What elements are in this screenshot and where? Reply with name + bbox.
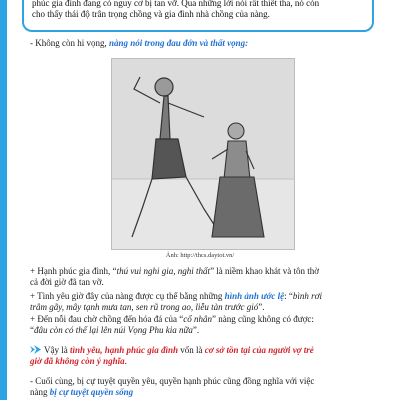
para-conclusion-line-2: giờ đã không còn ý nghĩa.: [30, 356, 127, 366]
info-box-line-2: cho thấy thái độ trân trọng chồng và gia đình nhà chồng của nàng.: [32, 9, 270, 19]
info-box: [22, 0, 374, 32]
blue-arrow-bullet-icon: [30, 345, 41, 354]
illustration-figure: [111, 58, 295, 250]
para-happiness-line-2: cả đời giờ đã tan vỡ.: [30, 277, 104, 287]
para-pain-line-2: “đâu còn có thể lại lên núi Vọng Phu kia nữa”.: [30, 325, 200, 335]
left-accent-bar: [0, 0, 7, 400]
illustration-image: [112, 59, 294, 249]
figure-caption: Ảnh: http://thcs.daytot.vn/: [165, 252, 235, 259]
para-love-line-1: + Tình yêu giờ đây của nàng được cụ thể bằng những hình ảnh ước lệ: “bình rơi: [30, 291, 322, 301]
para-conclusion-line-1: Vậy là tình yêu, hạnh phúc gia đình vốn là cơ sở tồn tại của người vợ trẻ: [30, 345, 314, 356]
para-happiness-line-1: + Hạnh phúc gia đình, “thú vui nghi gia, nghi thất” là niềm khao khát và tôn thờ: [30, 266, 320, 276]
emphasis-text: nàng nói trong đau đớn và thất vọng:: [109, 38, 249, 48]
info-box-line-1: phúc gia đình đang có nguy cơ bị tan vỡ. Qua những lời nói rất thiết tha, nó còn: [32, 0, 320, 8]
para-no-hope: - Không còn hi vọng, nàng nói trong đau đớn và thất vọng:: [30, 38, 249, 48]
para-love-line-2: trâm gãy, mây tạnh mưa tan, sen rũ trong ao, liễu tàn trước gió”.: [30, 302, 265, 312]
para-final-line-1: - Cuối cùng, bị cự tuyệt quyền yêu, quyền hạnh phúc cũng đồng nghĩa với việc: [30, 376, 315, 386]
para-final-line-2: nàng bị cự tuyệt quyền sống: [30, 387, 134, 397]
para-pain-line-1: + Đến nỗi đau chờ chồng đến hóa đá của “cổ nhân” nàng cũng không có được:: [30, 314, 314, 324]
